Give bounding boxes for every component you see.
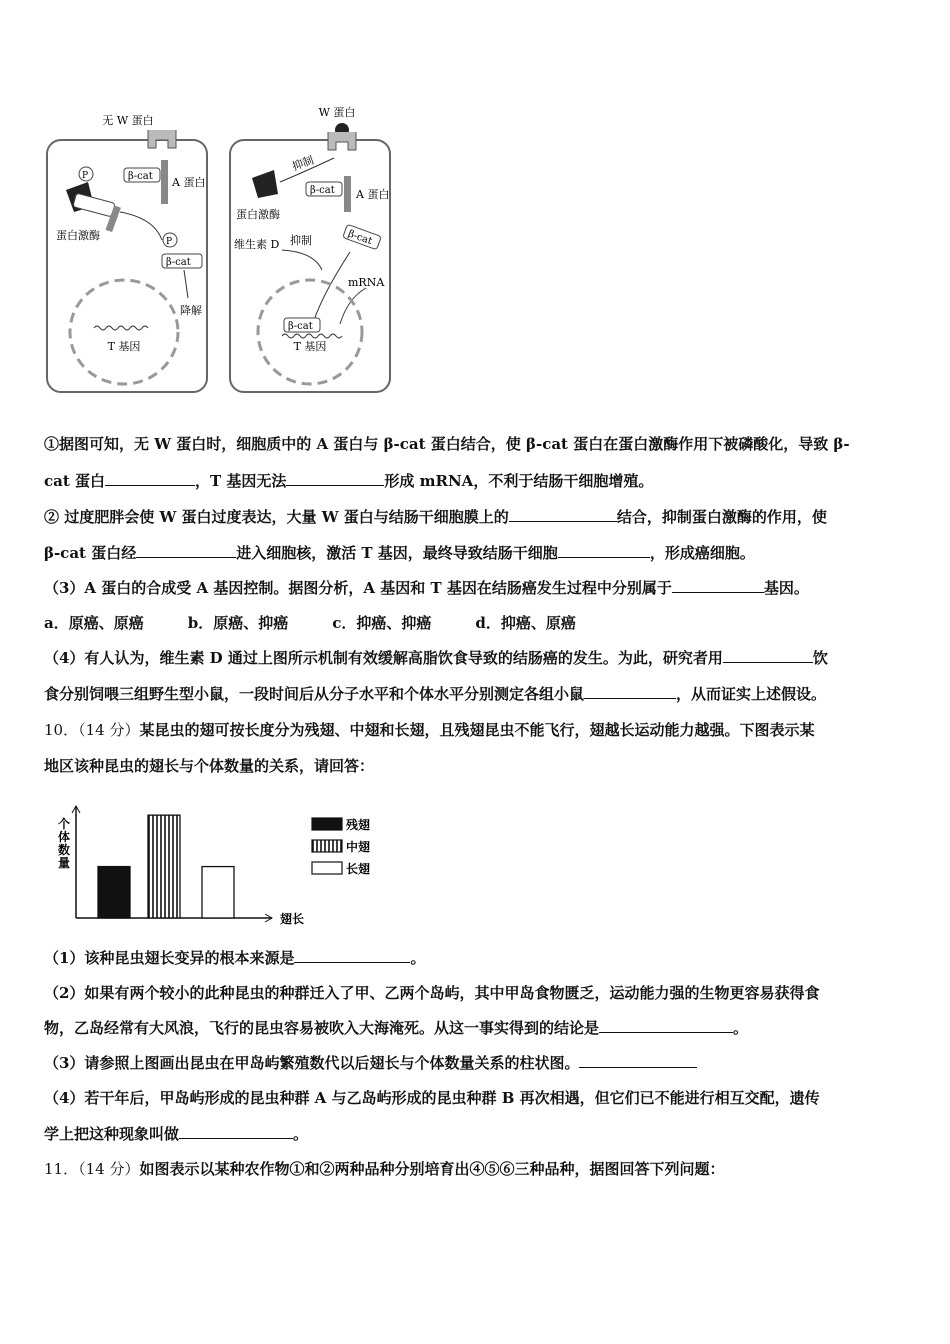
answer-blank[interactable] [579,1053,697,1068]
q9-line1: ①据图可知，无 W 蛋白时，细胞质中的 A 蛋白与 β-cat 蛋白结合，使 β-cat 蛋白在蛋白激酶作用下被磷酸化，导致 β- [44,435,850,453]
legend-label: 长翅 [346,862,371,876]
inhibit-arrow-2 [282,250,322,270]
answer-blank[interactable] [599,1018,733,1033]
legend-swatch [312,840,342,852]
bound-beta-cat [73,193,115,217]
answer-blank[interactable] [179,1124,293,1139]
right-cell-title: W 蛋白 [318,106,356,119]
left-p-label-2: P [166,237,173,247]
answer-blank[interactable] [584,684,676,699]
q11-stem: 11．（14 分）如图表示以某种农作物①和②两种品种分别培育出④⑤⑥三种品种，据图回答下列问题： [44,1160,725,1178]
arrow-to-nucleus [314,252,350,320]
right-gene-label: T 基因 [293,340,327,353]
q9-options [44,613,910,633]
arrow-2 [184,270,188,298]
q10-sub3: （3）请参照上图画出昆虫在甲岛屿繁殖数代以后翅长与个体数量关系的柱状图。 [44,1053,910,1073]
vitamin-label: 维生素 D [234,238,280,251]
q10-sub2-line2: 物，乙岛经常有大风浪，飞行的昆虫容易被吹入大海淹死。从这一事实得到的结论是 。 [44,1019,749,1037]
left-nucleus [70,280,178,384]
answer-blank[interactable] [509,507,617,522]
a-protein-bar [161,160,168,204]
right-a-protein-label: A 蛋白 [356,188,390,201]
option-c[interactable]: c．抑癌、抑癌 [332,614,432,632]
q9-sub4-line2: 食分别饲喂三组野生型小鼠，一段时间后从分子水平和个体水平分别测定各组小鼠 ，从而证实上述假设。 [44,685,827,703]
inhibit-label-2: 抑制 [290,234,312,247]
right-kinase-label: 蛋白激酶 [236,208,280,221]
degrade-label: 降解 [180,304,202,317]
bar-残翅 [98,867,130,918]
bar-中翅 [148,815,180,918]
y-axis-label-char: 个 [57,817,71,831]
q9-line4: β-cat 蛋白经 进入细胞核，激活 T 基因，最终导致结肠干细胞 ，形成癌细胞。 [44,544,755,562]
right-receptor-icon [328,132,356,150]
inhibit-label-1: 抑制 [290,153,316,174]
left-a-protein-label: A 蛋白 [172,176,206,189]
q9-line3: ② 过度肥胖会使 W 蛋白过度表达，大量 W 蛋白与结肠干细胞膜上的 结合，抑制蛋白激酶的作用，使 [44,508,827,526]
y-axis-label-char: 数 [57,843,71,857]
legend-swatch [312,818,342,830]
left-cell-title: 无 W 蛋白 [102,114,154,127]
answer-blank[interactable] [294,948,410,963]
q10-sub1: （1）该种昆虫翅长变异的根本来源是 。 [44,949,426,967]
option-a[interactable]: a．原癌、原癌 [44,614,144,632]
q10-stem-line2: 地区该种昆虫的翅长与个体数量的关系，请回答： [44,757,375,775]
wing-length-bar-chart [44,798,394,930]
arrow-1 [120,212,162,240]
answer-blank[interactable] [136,543,236,558]
answer-blank[interactable] [286,471,384,486]
q10-stem-line1: 10．（14 分）某昆虫的翅可按长度分为残翅、中翅和长翅，且残翅昆虫不能飞行，翅越长运动能力越强。下图表示某 [44,721,815,739]
mrna-label: mRNA [348,276,385,289]
left-gene-label: T 基因 [107,340,141,353]
left-beta-cat-label: β-cat [128,171,153,182]
right-dna-icon [282,334,342,338]
bar-长翅 [202,867,234,918]
answer-blank[interactable] [672,578,764,593]
y-axis-label-char: 量 [57,856,71,870]
q10-sub4-line1: （4）若干年后，甲岛屿形成的昆虫种群 A 与乙岛屿形成的昆虫种群 B 再次相遇，但它们已不能进行相互交配，遗传 [44,1089,820,1107]
receptor-icon [148,130,176,148]
right-beta-cat-label: β-cat [310,185,335,196]
answer-blank[interactable] [105,471,195,486]
right-a-protein [344,176,351,212]
signaling-diagram [44,102,396,394]
q9-sub4-line1: （4）有人认为，维生素 D 通过上图所示机制有效缓解高脂饮食导致的结肠癌的发生。为此，研究者用 饮 [44,649,828,667]
mrna-arrow [340,288,366,324]
answer-blank[interactable] [723,648,813,663]
left-kinase-label: 蛋白激酶 [56,229,100,242]
right-kinase-icon [252,170,278,198]
option-b[interactable]: b．原癌、抑癌 [187,614,289,632]
legend-label: 残翅 [346,818,371,832]
nucleus-beta-cat-label: β-cat [288,321,313,332]
q10-sub2-line1: （2）如果有两个较小的此种昆虫的种群迁入了甲、乙两个岛屿，其中甲岛食物匮乏，运动能力强的生物更容易获得食 [44,984,820,1002]
q9-line2: cat 蛋白 ，T 基因无法 形成 mRNA，不利于结肠干细胞增殖。 [44,472,654,490]
right-beta-cat-label-2: β-cat [346,228,374,248]
y-axis-label-char: 体 [57,830,71,844]
legend-swatch [312,862,342,874]
q9-sub3: （3）A 蛋白的合成受 A 基因控制。据图分析，A 基因和 T 基因在结肠癌发生过程中分别属于 基因。 [44,579,809,597]
left-p-label: P [82,171,89,181]
answer-blank[interactable] [558,543,650,558]
left-beta-cat-label-2: β-cat [166,257,191,268]
q10-sub4-line2: 学上把这种现象叫做 。 [44,1125,309,1143]
x-axis-label: 翅长 [280,912,305,926]
left-dna-icon [94,326,148,330]
legend-label: 中翅 [346,840,371,854]
option-d[interactable]: d．抑癌、原癌 [475,614,576,632]
